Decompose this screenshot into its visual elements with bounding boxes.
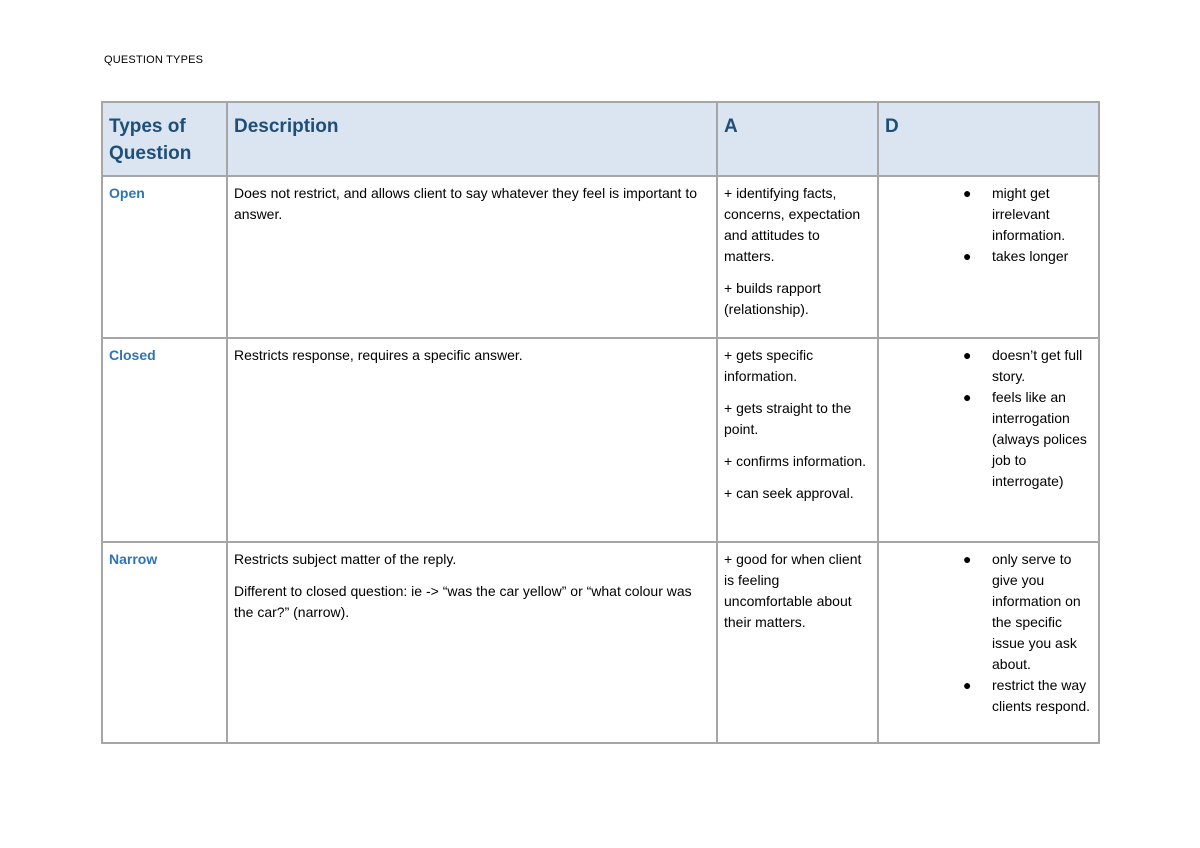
advantages-cell: [717, 542, 878, 743]
advantage-text: + builds rapport (relationship).: [724, 280, 821, 317]
list-item: [885, 675, 1092, 717]
question-type-cell: Open: [102, 176, 227, 338]
description-cell: [227, 176, 717, 338]
disadvantage-text: restrict the way clients respond.: [992, 677, 1091, 714]
advantage-text: + gets straight to the point.: [724, 400, 852, 437]
description-cell: [227, 338, 717, 542]
disadvantages-cell: [878, 542, 1099, 743]
disadvantage-text: doesn’t get full story.: [992, 347, 1083, 384]
bullet-dot-icon: ●: [963, 551, 972, 567]
disadvantage-text: feels like an interrogation (always polices job to interrogate): [992, 389, 1087, 489]
list-item: [885, 183, 1092, 246]
advantage-text: + gets specific information.: [724, 347, 814, 384]
document-title: QUESTION TYPES: [104, 54, 204, 66]
advantage-text: + can seek approval.: [724, 485, 854, 501]
list-item: [885, 549, 1092, 675]
description-text: Different to closed question: ie -> “was the car yellow” or “what colour was the car?” (narrow).: [234, 583, 692, 620]
advantages-cell: [717, 338, 878, 542]
description-cell: [227, 542, 717, 743]
description-text: Does not restrict, and allows client to say whatever they feel is important to answer.: [234, 185, 697, 222]
disadvantage-text: takes longer: [992, 248, 1069, 264]
bullet-dot-icon: ●: [963, 185, 972, 201]
bullet-dot-icon: ●: [963, 389, 972, 405]
disadvantage-text: might get irrelevant information.: [992, 185, 1066, 243]
advantage-text: + identifying facts, concerns, expectation and attitudes to matters.: [724, 185, 861, 264]
disadvantages-list: [885, 183, 1092, 267]
list-item: [885, 387, 1092, 492]
bullet-dot-icon: ●: [963, 248, 972, 264]
disadvantages-list: [885, 345, 1092, 492]
table-row: [102, 338, 1099, 542]
disadvantages-list: [885, 549, 1092, 717]
header-disadvantages: D: [878, 102, 1099, 176]
list-item: [885, 246, 1092, 267]
header-types-of-question: Types of Question: [102, 102, 227, 176]
list-item: [885, 345, 1092, 387]
advantage-text: + confirms information.: [724, 453, 866, 469]
bullet-dot-icon: ●: [963, 677, 972, 693]
table-row: [102, 176, 1099, 338]
description-text: Restricts response, requires a specific answer.: [234, 347, 523, 363]
header-description: Description: [227, 102, 717, 176]
table-row: [102, 542, 1099, 743]
header-advantages: A: [717, 102, 878, 176]
description-text: Restricts subject matter of the reply.: [234, 551, 457, 567]
disadvantage-text: only serve to give you information on the specific issue you ask about.: [992, 551, 1081, 672]
advantages-cell: [717, 176, 878, 338]
disadvantages-cell: [878, 176, 1099, 338]
advantage-text: + good for when client is feeling uncomfortable about their matters.: [724, 551, 862, 630]
bullet-dot-icon: ●: [963, 347, 972, 363]
question-types-table: [101, 101, 1100, 744]
question-type-cell: Narrow: [102, 542, 227, 743]
question-type-cell: Closed: [102, 338, 227, 542]
table-header-row: [102, 102, 1099, 176]
disadvantages-cell: [878, 338, 1099, 542]
